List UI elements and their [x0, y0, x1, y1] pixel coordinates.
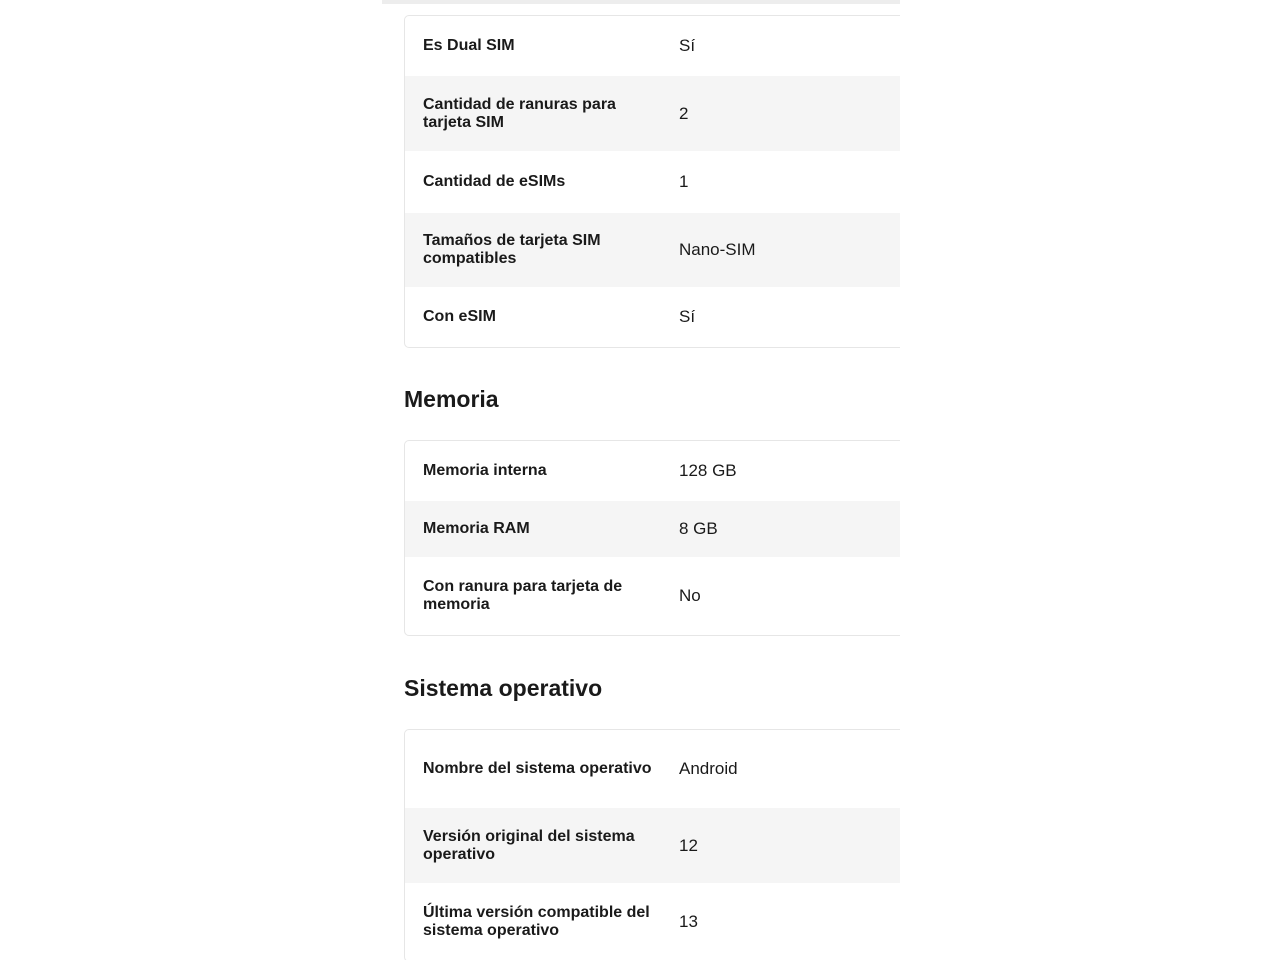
previous-section-edge — [382, 0, 900, 4]
spec-value: 2 — [679, 103, 689, 123]
spec-value: Sí — [679, 36, 696, 55]
spec-label: Con eSIM — [423, 308, 496, 325]
os-specs-table — [404, 729, 900, 960]
spec-label: Memoria RAM — [423, 520, 530, 537]
spec-label: Tamaños de tarjeta SIM compatibles — [423, 232, 601, 267]
spec-value: Android — [679, 759, 738, 778]
spec-row-dual-sim — [405, 16, 900, 76]
spec-value: 1 — [679, 172, 689, 191]
spec-row-sim-sizes — [405, 213, 900, 287]
spec-row-has-esim — [405, 287, 900, 347]
spec-label: Última versión compatible del sistema operativo — [423, 904, 650, 939]
spec-value: 8 GB — [679, 519, 718, 538]
sim-specs-table — [404, 15, 900, 348]
spec-value: Sí — [679, 307, 696, 326]
spec-label: Memoria interna — [423, 462, 547, 479]
spec-value: 12 — [679, 835, 698, 855]
spec-value: No — [679, 586, 701, 605]
spec-row-internal-memory — [405, 441, 900, 501]
spec-label: Cantidad de ranuras para tarjeta SIM — [423, 95, 616, 131]
spec-value: Nano-SIM — [679, 240, 756, 259]
spec-row-esim-count — [405, 151, 900, 213]
section-title-memory: Memoria — [404, 386, 499, 412]
spec-row-os-latest-version — [405, 883, 900, 960]
spec-value: 13 — [679, 912, 698, 931]
section-title-os: Sistema operativo — [404, 675, 603, 701]
spec-row-memory-card-slot — [405, 557, 900, 635]
spec-row-os-name — [405, 730, 900, 808]
spec-label: Nombre del sistema operativo — [423, 760, 652, 777]
spec-label: Cantidad de eSIMs — [423, 173, 566, 190]
spec-value: 128 GB — [679, 461, 737, 480]
spec-label: Con ranura para tarjeta de memoria — [423, 578, 623, 613]
memory-specs-table — [404, 440, 900, 636]
spec-row-sim-slots — [405, 76, 900, 151]
spec-label: Versión original del sistema operativo — [423, 827, 635, 863]
spec-row-ram — [405, 501, 900, 557]
specs-content — [404, 15, 900, 960]
spec-label: Es Dual SIM — [423, 37, 515, 54]
spec-row-os-original-version — [405, 808, 900, 883]
